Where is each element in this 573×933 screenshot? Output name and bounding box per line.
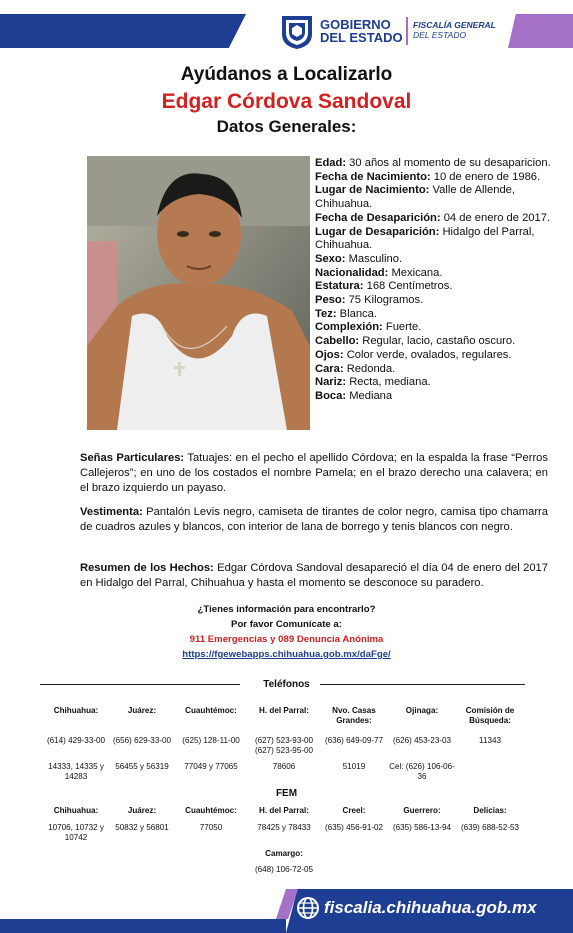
fem-header: Cuauhtémoc: bbox=[185, 806, 237, 815]
gov-line2: DEL ESTADO bbox=[320, 30, 403, 45]
header-blue-bar bbox=[0, 14, 246, 48]
datos-item: Lugar de Desaparición: Hidalgo del Parral, Chihuahua. bbox=[315, 225, 535, 252]
phone-header: H. del Parral: bbox=[259, 706, 309, 715]
phones-title: Teléfonos bbox=[263, 679, 310, 690]
datos-item: Fecha de Nacimiento: 10 de enero de 1986. bbox=[315, 170, 541, 183]
gov-line1: GOBIERNO bbox=[320, 17, 391, 32]
phone-header: Chihuahua: bbox=[53, 706, 99, 715]
fem-header-camargo: Camargo: bbox=[265, 849, 303, 858]
phone-cell: (636) 649-09-77 bbox=[324, 736, 384, 745]
extension-cell: 77049 y 77065 bbox=[184, 762, 238, 771]
fem-title: FEM bbox=[275, 788, 298, 799]
state-shield-icon bbox=[280, 14, 314, 50]
datos-item: Ojos: Color verde, ovalados, regulares. bbox=[315, 348, 512, 361]
headline: Ayúdanos a Localizarlo bbox=[180, 64, 393, 85]
datos-item: Edad: 30 años al momento de su desaparicion. bbox=[315, 157, 551, 169]
clothing: Vestimenta: Pantalón Levis negro, camiseta de tirantes de color negro, camisa tipo chamarra de cuadros azules y blancos, con interior de lana de borrego y tenis blancos con negro. bbox=[80, 506, 548, 533]
datos-item: Cabello: Regular, lacio, castaño oscuro. bbox=[315, 335, 516, 348]
phone-header: Ojinaga: bbox=[405, 706, 439, 715]
fem-cell-camargo: (648) 106-72-05 bbox=[254, 865, 314, 874]
fem-header: Delicias: bbox=[473, 806, 507, 815]
fem-header: H. del Parral: bbox=[259, 806, 309, 815]
footer-blue-strip bbox=[0, 919, 286, 933]
phone-cell: (656) 629-33-00 bbox=[112, 736, 172, 745]
datos-item: Cara: Redonda. bbox=[315, 362, 396, 375]
extension-cell: Cel: (626) 106-06-36 bbox=[389, 762, 455, 781]
fem-cell: 10706, 10732 y 10742 bbox=[48, 823, 104, 842]
phone-cell: (626) 453-23-03 bbox=[392, 736, 452, 745]
fem-header: Chihuahua: bbox=[53, 806, 99, 815]
extension-cell: 51019 bbox=[342, 762, 366, 771]
fem-header: Guerrero: bbox=[403, 806, 441, 815]
phone-cell: (627) 523-93-00 (627) 523-95-00 bbox=[254, 736, 314, 755]
emergency-numbers: 911 Emergencias y 089 Denuncia Anónima bbox=[189, 634, 384, 645]
datos-item: Complexión: Fuerte. bbox=[315, 321, 422, 334]
fiscalia-logo-text bbox=[413, 20, 496, 40]
phone-cell: (625) 128-11-00 bbox=[182, 736, 240, 745]
fem-cell: 77050 bbox=[199, 823, 223, 832]
datos-item: Sexo: Masculino. bbox=[315, 252, 403, 265]
summary: Resumen de los Hechos: Edgar Córdova Sandoval desapareció el día 04 de enero del 2017 en Hidalgo del Parral, Chihuahua y hasta el momento se desconoce su paradero. bbox=[80, 562, 548, 589]
phone-header: Cuauhtémoc: bbox=[185, 706, 237, 715]
missing-person-name: Edgar Córdova Sandoval bbox=[161, 90, 412, 113]
extension-cell: 78606 bbox=[272, 762, 296, 771]
fem-cell: (639) 688-52-53 bbox=[460, 823, 520, 832]
report-link[interactable]: https://fgewebapps.chihuahua.gob.mx/daFge/ bbox=[182, 649, 391, 660]
footer-website[interactable]: fiscalia.chihuahua.gob.mx bbox=[324, 898, 537, 917]
fem-cell: 78425 y 78433 bbox=[257, 823, 311, 832]
general-data-list bbox=[315, 157, 555, 404]
datos-item: Lugar de Nacimiento: Valle de Allende, Chihuahua. bbox=[315, 184, 516, 211]
fem-cell: (635) 586-13-94 bbox=[392, 823, 452, 832]
datos-item: Estatura: 168 Centímetros. bbox=[315, 280, 453, 293]
distinguishing-marks: Señas Particulares: Tatuajes: en el pecho el apellido Córdova; en la espalda la frase “Perros Callejeros”; en uno de los costados el nombre Pamela; en el brazo derecho una calavera; en el brazo izquierdo un payaso. bbox=[80, 452, 548, 494]
person-photo bbox=[87, 156, 310, 430]
datos-item: Fecha de Desaparición: 04 de enero de 2017. bbox=[315, 211, 551, 224]
extension-cell: 14333, 14335 y 14283 bbox=[48, 762, 104, 781]
phone-cell: 11343 bbox=[479, 736, 501, 745]
phone-header: Juárez: bbox=[127, 706, 157, 715]
government-logo-text bbox=[320, 18, 403, 44]
header-purple-bar bbox=[508, 14, 573, 48]
phone-cell: (614) 429-33-00 bbox=[46, 736, 106, 745]
phone-header: Comisión de Búsqueda: bbox=[465, 706, 515, 725]
logo-divider bbox=[406, 17, 408, 45]
datos-item: Tez: Blanca. bbox=[315, 307, 377, 320]
globe-icon bbox=[296, 896, 320, 920]
datos-item: Boca: Mediana bbox=[315, 389, 393, 402]
section-title: Datos Generales: bbox=[216, 117, 357, 136]
fem-cell: 50832 y 56801 bbox=[115, 823, 169, 832]
fiscalia-line1: FISCALÍA GENERAL bbox=[413, 20, 496, 30]
datos-item: Nariz: Recta, mediana. bbox=[315, 376, 431, 389]
datos-item: Peso: 75 Kilogramos. bbox=[315, 294, 424, 307]
contact-please: Por favor Comunícate a: bbox=[231, 619, 342, 630]
fiscalia-line2: DEL ESTADO bbox=[413, 30, 467, 40]
fem-header: Creel: bbox=[342, 806, 366, 815]
datos-item: Nacionalidad: Mexicana. bbox=[315, 266, 443, 279]
contact-question: ¿Tienes información para encontrarlo? bbox=[197, 604, 376, 615]
fem-cell: (635) 456-91-02 bbox=[324, 823, 384, 832]
extension-cell: 56455 y 56319 bbox=[115, 762, 169, 771]
fem-header: Juárez: bbox=[127, 806, 157, 815]
phone-header: Nvo. Casas Grandes: bbox=[332, 706, 376, 725]
